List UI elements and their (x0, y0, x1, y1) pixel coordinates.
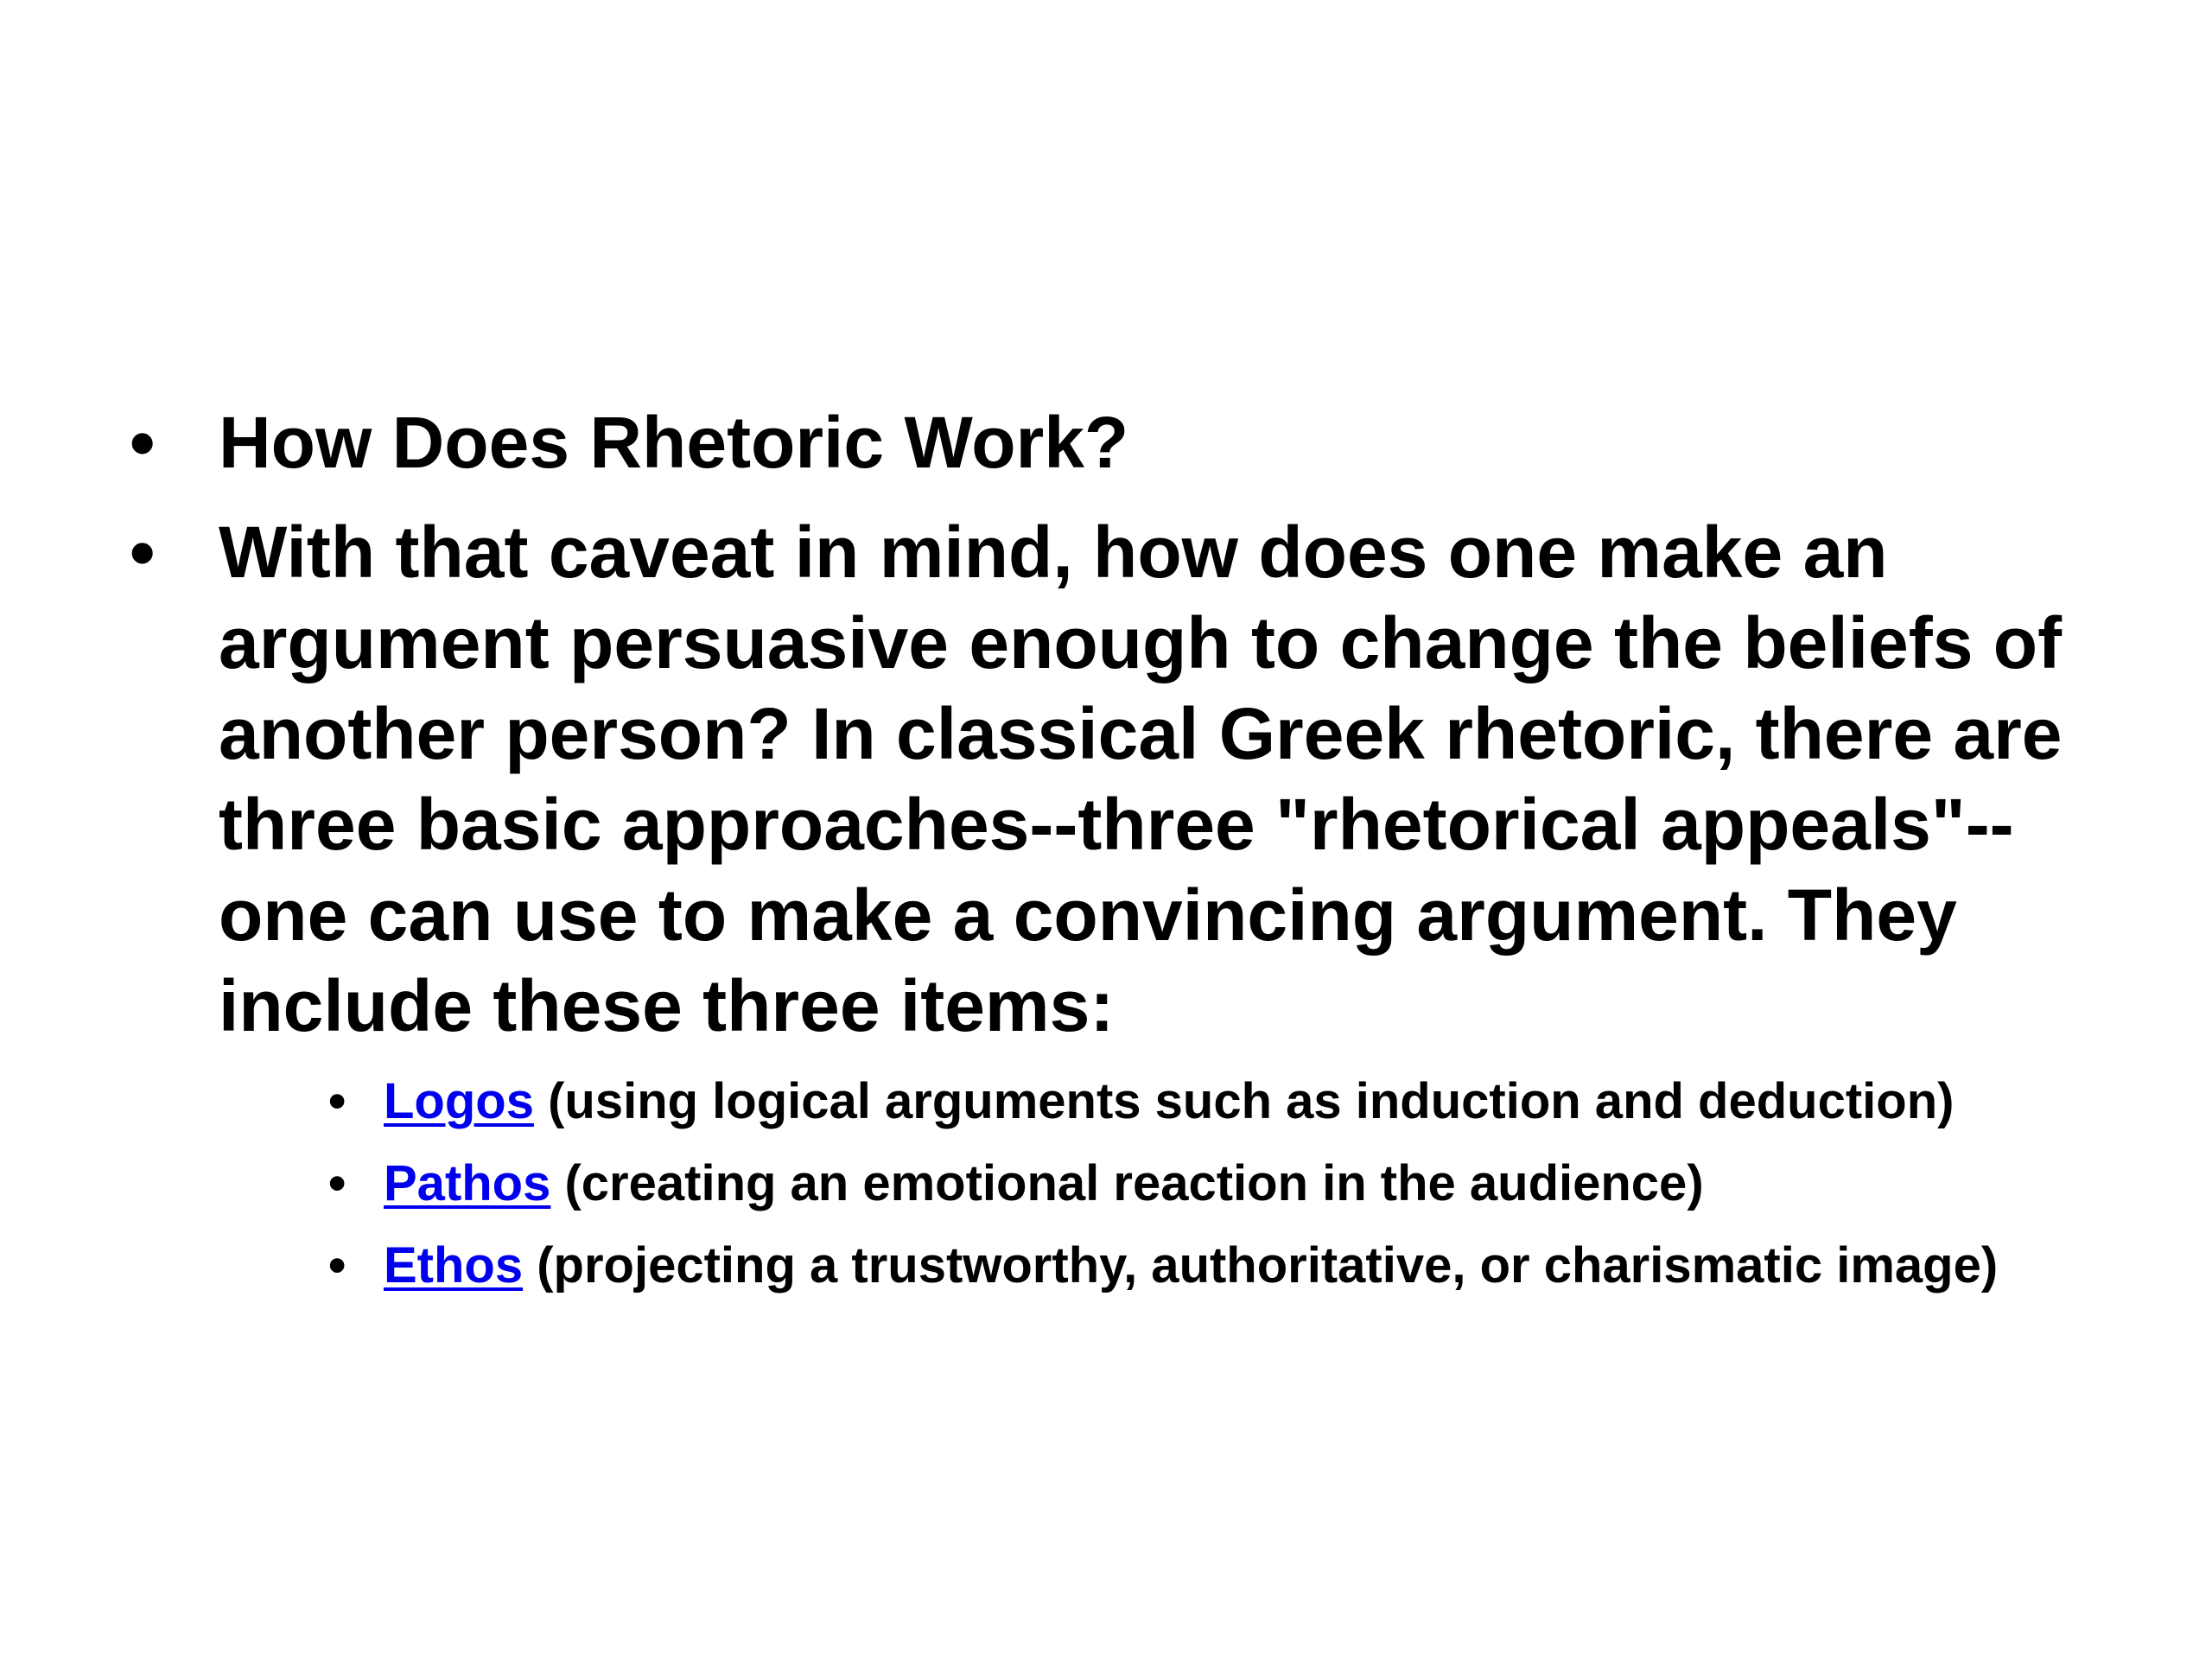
sub-bullet-list (328, 1067, 2100, 1300)
sub-bullet-item (328, 1067, 2100, 1135)
logos-link[interactable]: Logos (384, 1073, 534, 1129)
ethos-link[interactable]: Ethos (384, 1237, 524, 1294)
bullet-icon: • (328, 1237, 346, 1294)
main-bullet-item (130, 397, 2117, 488)
bullet-icon: • (130, 512, 156, 593)
slide-heading: How Does Rhetoric Work? (219, 402, 1129, 483)
body-paragraph: With that caveat in mind, how does one make an argument persuasive enough to change the beliefs of another person? In classical Greek rhetoric, there are three basic approaches--three "rhetorical appeals"--one can use to make a convincing argument. They include these three items: (219, 512, 2063, 1046)
main-bullet-item (130, 507, 2117, 1300)
ethos-description: (projecting a trustworthy, authoritative, or charismatic image) (523, 1237, 1999, 1294)
bullet-icon: • (130, 402, 156, 483)
sub-bullet-item (328, 1149, 2100, 1217)
logos-description: (using logical arguments such as induction and deduction) (533, 1073, 1955, 1129)
sub-bullet-item (328, 1231, 2100, 1300)
main-bullet-list (130, 397, 2117, 1319)
pathos-description: (creating an emotional reaction in the audience) (550, 1155, 1704, 1211)
bullet-icon: • (328, 1155, 346, 1211)
bullet-icon: • (328, 1073, 346, 1129)
pathos-link[interactable]: Pathos (384, 1155, 551, 1211)
